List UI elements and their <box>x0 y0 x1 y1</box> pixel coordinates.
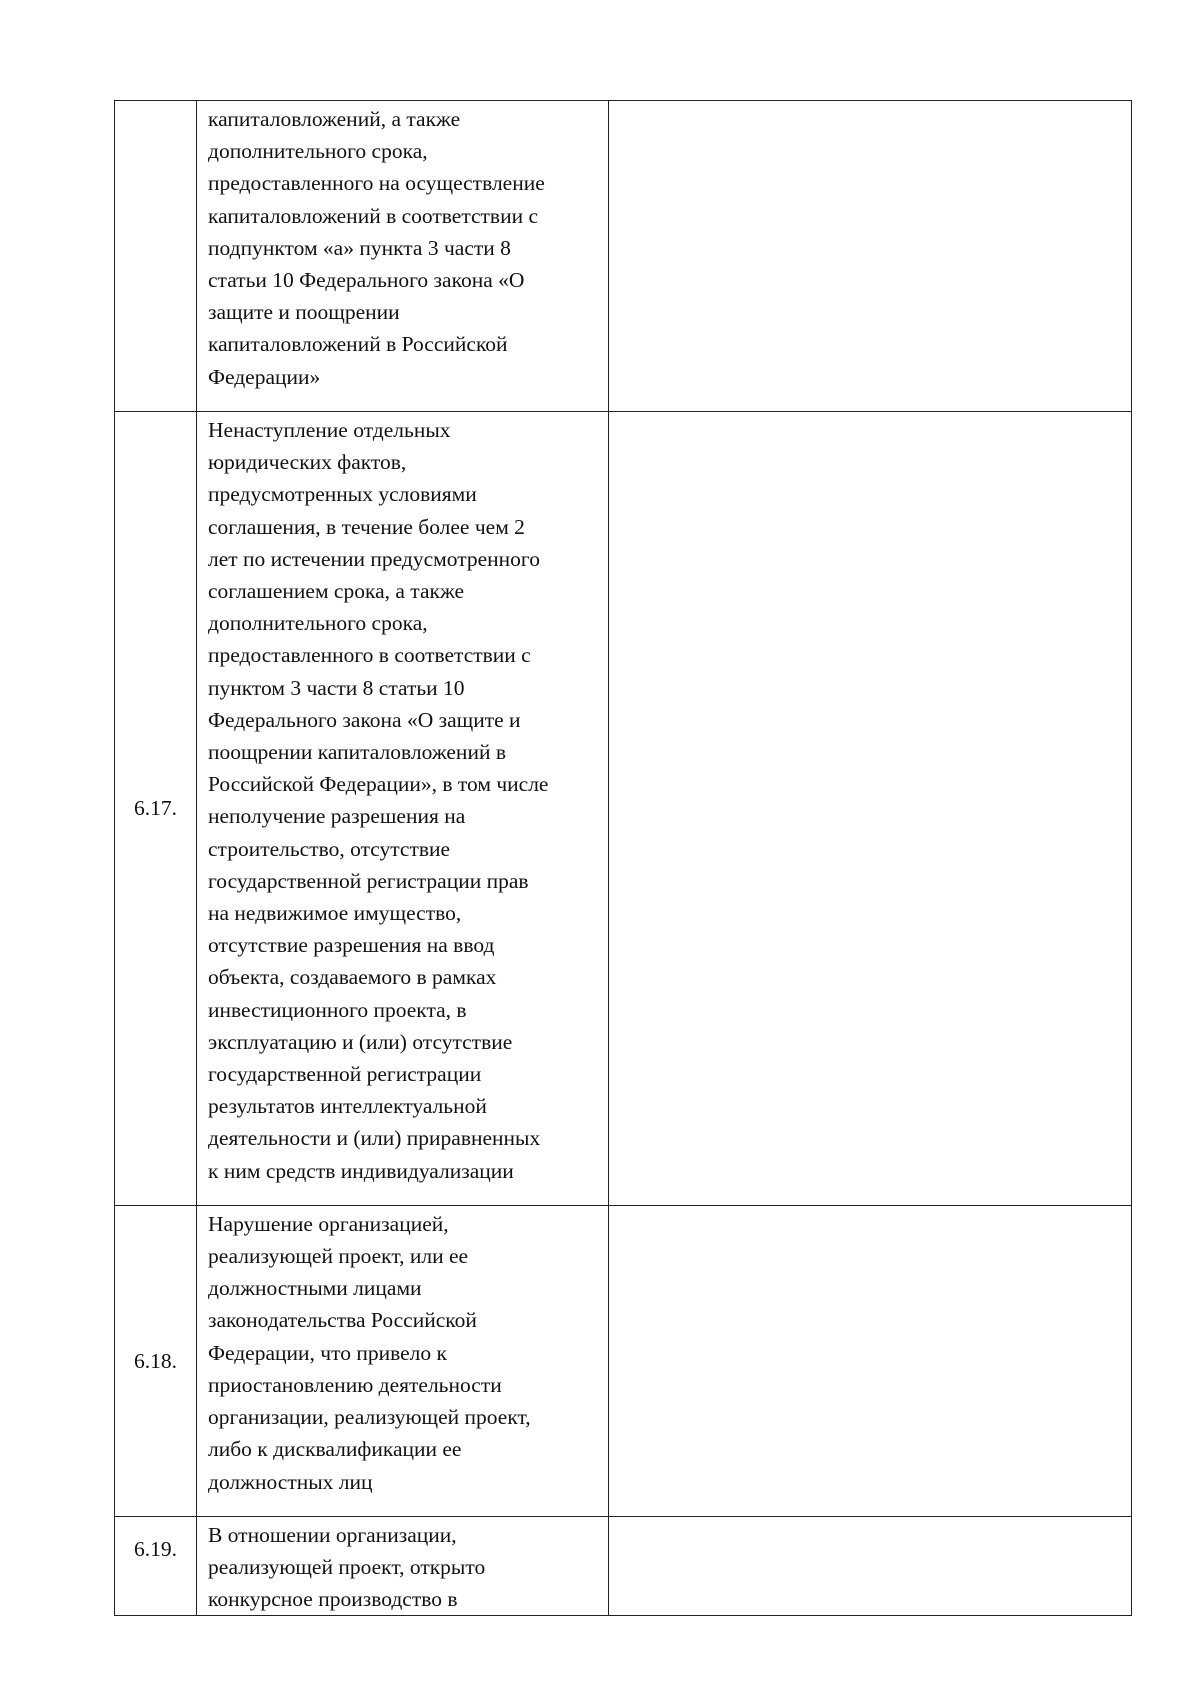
row-text-cell <box>197 1516 609 1616</box>
text-line: дополнительного срока, <box>208 139 428 164</box>
text-line: либо к дисквалификации ее <box>208 1437 462 1462</box>
text-line: приостановлению деятельности <box>208 1372 502 1397</box>
row-text-cell <box>197 1205 609 1516</box>
text-line: деятельности и (или) приравненных <box>208 1126 541 1151</box>
text-line: Федерации» <box>208 364 321 389</box>
text-line: капиталовложений, а также <box>208 107 461 131</box>
text-line: объекта, создаваемого в рамках <box>208 965 497 990</box>
text-line: предоставленного в соответствии с <box>208 643 531 668</box>
text-line: реализующей проект, открыто <box>208 1555 486 1580</box>
text-line: защите и поощрении <box>208 300 400 325</box>
text-line: неполучение разрешения на <box>208 804 466 829</box>
text-line: Нарушение организацией, <box>208 1211 449 1236</box>
text-line: законодательства Российской <box>208 1308 477 1333</box>
text-line: отсутствие разрешения на ввод <box>208 933 495 958</box>
text-line: Федерации, что привело к <box>208 1340 447 1365</box>
text-line: должностными лицами <box>208 1276 422 1301</box>
text-line: конкурсное производство в <box>208 1587 458 1612</box>
text-line: лет по истечении предусмотренного <box>208 546 540 571</box>
text-line: инвестиционного проекта, в <box>208 997 467 1022</box>
text-line: реализующей проект, или ее <box>208 1244 469 1269</box>
text-line: соглашением срока, а также <box>208 579 465 604</box>
text-line: должностных лиц <box>208 1469 373 1494</box>
text-line: капиталовложений в соответствии с <box>208 203 539 228</box>
text-line: предусмотренных условиями <box>208 482 477 507</box>
continuation-table <box>114 100 1132 1616</box>
row-text-cell <box>197 101 609 412</box>
row-number-cell: 6.19. <box>115 1516 197 1616</box>
text-line: подпунктом «а» пункта 3 части 8 <box>208 235 511 260</box>
text-line: Ненаступление отдельных <box>208 418 451 442</box>
text-line: государственной регистрации <box>208 1062 482 1087</box>
text-line: организации, реализующей проект, <box>208 1405 531 1430</box>
text-line: Российской Федерации», в том числе <box>208 772 549 797</box>
row-empty-cell <box>609 1516 1132 1616</box>
row-empty-cell <box>609 412 1132 1206</box>
table-row <box>115 1516 1132 1616</box>
text-line: на недвижимое имущество, <box>208 901 462 926</box>
text-line: строительство, отсутствие <box>208 836 451 861</box>
row-number-cell: 6.18. <box>115 1205 197 1516</box>
row-number-cell: 6.17. <box>115 412 197 1206</box>
row-empty-cell <box>609 101 1132 412</box>
text-line: юридических фактов, <box>208 450 407 475</box>
text-line: к ним средств индивидуализации <box>208 1158 514 1183</box>
row-text-cell <box>197 412 609 1206</box>
text-line: В отношении организации, <box>208 1522 457 1547</box>
text-line: результатов интеллектуальной <box>208 1094 487 1119</box>
text-line: поощрении капиталовложений в <box>208 740 506 765</box>
table-row <box>115 1205 1132 1516</box>
table-row <box>115 101 1132 412</box>
text-line: пунктом 3 части 8 статьи 10 <box>208 675 465 700</box>
text-line: соглашения, в течение более чем 2 <box>208 514 525 539</box>
text-line: Федерального закона «О защите и <box>208 707 521 732</box>
text-line: предоставленного на осуществление <box>208 171 545 196</box>
table-row <box>115 412 1132 1206</box>
text-line: эксплуатацию и (или) отсутствие <box>208 1029 513 1054</box>
row-number-cell <box>115 101 197 412</box>
text-line: капиталовложений в Российской <box>208 332 508 357</box>
text-line: статьи 10 Федерального закона «О <box>208 268 525 293</box>
text-line: государственной регистрации прав <box>208 868 529 893</box>
text-line: дополнительного срока, <box>208 611 428 636</box>
row-empty-cell <box>609 1205 1132 1516</box>
